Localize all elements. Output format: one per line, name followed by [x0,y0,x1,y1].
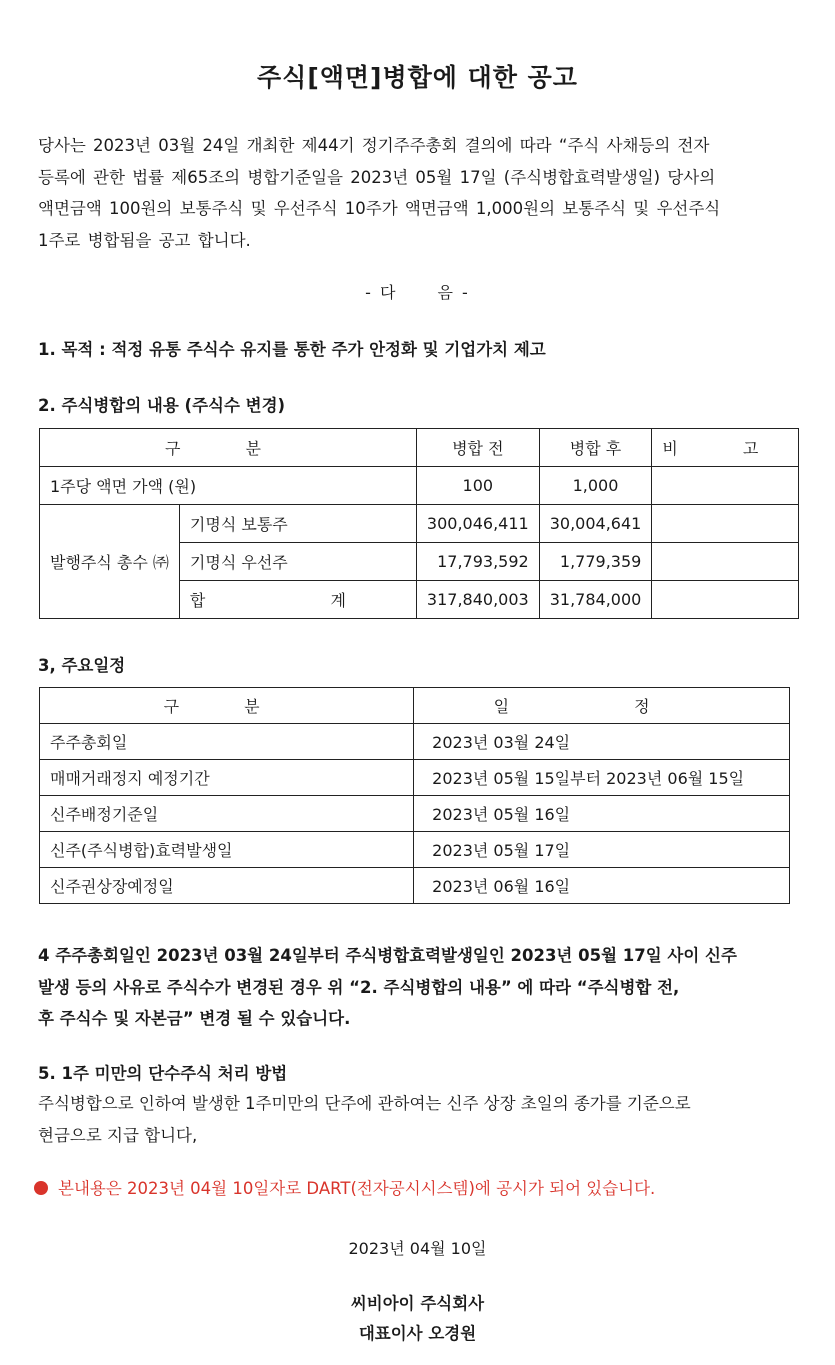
schedule-label: 주주총회일 [40,724,414,760]
schedule-date: 2023년 05월 15일부터 2023년 06월 15일 [414,760,790,796]
notice-date: 2023년 04월 10일 [348,1239,487,1258]
row-label: 기명식 우선주 [179,543,416,581]
da-eum-heading [0,280,835,303]
header-category: 구 분 [40,429,417,467]
intro-line: 등록에 관한 법률 제65조의 병합기준일을 2023년 05월 17일 (주식병합효력발생일) 당사의 [38,167,716,187]
header-before: 병합 전 [416,429,539,467]
section-1-purpose: 1. 목적 : 적정 유통 주식수 유지를 통한 주가 안정화 및 기업가치 제고 [38,340,546,359]
par-before: 100 [416,467,539,505]
document-title: 주식[액면]병합에 대한 공고 [257,63,578,92]
schedule-label: 신주배정기준일 [40,796,414,832]
dart-notice [34,1175,655,1199]
section-4-line: 4 주주총회일인 2023년 03월 24일부터 주식병합효력발생일인 2023년 05월 17일 사이 신주 [38,946,737,965]
section-4-line: 발생 등의 사유로 주식수가 변경된 경우 위 “2. 주식병합의 내용” 에 따라 “주식병합 전, [38,977,680,997]
row-label: 기명식 보통주 [179,505,416,543]
section-4-paragraph [38,940,798,1035]
table-header-row [40,688,790,724]
section-4-line: 후 주식수 및 자본금” 변경 될 수 있습니다. [38,1009,351,1028]
issued-label: 발행주식 총수 ㈜ [40,505,180,619]
header-remark: 비 고 [652,429,799,467]
representative-name: 대표이사 오경원 [358,1324,477,1343]
merger-content-table [39,428,799,619]
intro-line: 액면금액 100원의 보통주식 및 우선주식 10주가 액면금액 1,000원의 보통주식 및 우선주식 [38,199,721,218]
dart-notice-text: 본내용은 2023년 04월 10일자로 DART(전자공시시스템)에 공시가 되어 있습니다. [58,1179,656,1198]
row-before: 17,793,592 [416,543,539,581]
row-remark [652,581,799,619]
section-5-line: 현금으로 지급 합니다, [38,1125,198,1145]
da-eum-left: - 다 [365,283,398,302]
table-row [40,467,799,505]
header-after: 병합 후 [539,429,652,467]
table-row [40,724,790,760]
schedule-date: 2023년 06월 16일 [414,868,790,904]
row-remark [652,543,799,581]
company-name: 씨비아이 주식회사 [350,1294,485,1313]
red-bullet-icon [34,1181,48,1195]
row-after: 31,784,000 [539,581,652,619]
schedule-date: 2023년 03월 24일 [414,724,790,760]
schedule-table [39,687,790,904]
intro-line: 1주로 병합됨을 공고 합니다. [38,230,251,250]
table-row [40,832,790,868]
table-row [40,796,790,832]
header-category: 구 분 [40,688,414,724]
schedule-date: 2023년 05월 16일 [414,796,790,832]
row-before: 317,840,003 [416,581,539,619]
intro-line: 당사는 2023년 03월 24일 개최한 제44기 정기주주총회 결의에 따라 “주식 사채등의 전자 [38,136,710,155]
da-eum-right: 음 - [437,283,470,302]
row-label-total: 합 계 [179,581,416,619]
row-after: 30,004,641 [539,505,652,543]
section-2-title: 2. 주식병합의 내용 (주식수 변경) [38,396,286,415]
schedule-date: 2023년 05월 17일 [414,832,790,868]
par-label: 1주당 액면 가액 (원) [40,467,417,505]
row-after: 1,779,359 [539,543,652,581]
intro-paragraph [38,130,798,256]
row-before: 300,046,411 [416,505,539,543]
table-row [40,505,799,543]
table-row [40,868,790,904]
schedule-label: 신주권상장예정일 [40,868,414,904]
table-header-row [40,429,799,467]
row-remark [652,505,799,543]
section-5-title: 5. 1주 미만의 단수주식 처리 방법 [38,1064,288,1083]
header-schedule: 일 정 [414,688,790,724]
section-5-body [38,1088,798,1151]
par-remark [652,467,799,505]
table-row [40,760,790,796]
par-after: 1,000 [539,467,652,505]
section-5-line: 주식병합으로 인하여 발생한 1주미만의 단주에 관하여는 신주 상장 초일의 종가를 기준으로 [38,1094,691,1113]
schedule-label: 신주(주식병합)효력발생일 [40,832,414,868]
schedule-label: 매매거래정지 예정기간 [40,760,414,796]
section-3-title: 3, 주요일정 [38,656,126,675]
